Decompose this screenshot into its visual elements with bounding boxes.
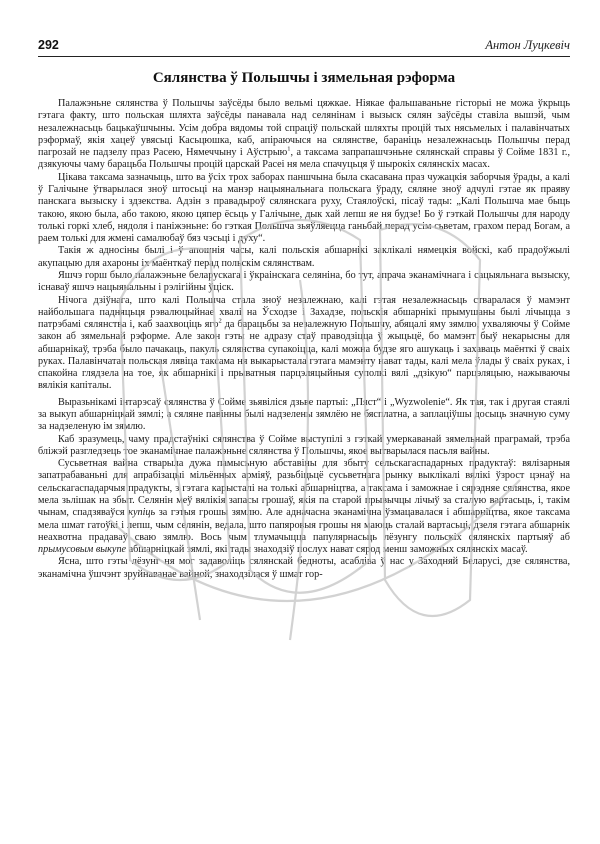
paragraph-9: Ясна, што гэты лёзунг ня мог задаволіць сялянскай бедноты, асабліва ў нас у Заходняй Беларусі, дзе сялянства, эканамічна ўшчэнт зруйнаванае вайной, знаходзілася ў шмат гор- <box>38 556 570 580</box>
paragraph-4: Яшчэ горш было палажэньне беларускага і ўкраінскага селяніна, бо тут, апрача эканамічнага і сацыяльнага вызыску, існаваў яшчэ нацыянальны і рэлігійны ўціск. <box>38 269 570 294</box>
paragraph-2: Цікава таксама зазначыць, што ва ўсіх трох заборах паншчына была скасавана праз чужацкія заборчыя ўрады, а калі ў Галічыне ўтварылася зноў штосьці на манэр нацыянальнага польскага ўраду, сяляне зноў адчулі гэтае як праяву панскага вызыску і здзекства. Адзін з правадыроў сялянскага руху, Стаялоўскі, пісаў тады: „Калі Польшча мае быць такою, якою была, або такою, якою цяпер ёсьць у Галічыне, дык хай лепш яе ня будзе! Бо ў гэткай Польшчы для народу толькі горкі хлеб, нядоля і паніжэньне: бо гэткая Польшча зьяўляецца ганьбай перад усім сьветам, грахом перад Богам, а раем толькі для жмені самалюбаў бяз чэсьці і духу“. <box>38 171 570 245</box>
emphasis-kupits: купіць <box>128 507 156 519</box>
footnote-marker[interactable]: 2 <box>218 317 222 325</box>
paragraph-3: Такія ж адносіны былі і ў апошнія часы, калі польскія абшарнікі заклікалі нямецкія войскі, каб прадоўжылі акупацыю для ахароны іх маёнткаў перад польскім сялянствам. <box>38 245 570 269</box>
page-number: 292 <box>38 38 59 52</box>
article-body <box>38 98 570 581</box>
emphasis-buyout: прымусовым выкупе <box>38 544 127 556</box>
paragraph-7: Каб зразумець, чаму прадстаўнікі сялянства ў Сойме выступілі з гэткай умеркаванай зямельнай праграмай, трэба бліжэй разгледзець тое эканамічнае палажэньне сялянства ў Польшчы, якое вытварылася пасьля вайны. <box>38 433 570 457</box>
footnote-marker[interactable]: 1 <box>287 145 291 153</box>
page-header <box>38 38 570 57</box>
paragraph-1: Палажэньне сялянства ў Польшчы заўсёды было вельмі цяжкае. Ніякае фальшаваньне гісторыі не можа ўкрыць гэтага факту, што польская шляхта заўсёды панавала над селянінам і вызыск сялян заўсёды ставіла вышэй, чым незалежнасьць бацькаўшчыны. Усім добра вядомы той спраціў польскай шляхты процій тых нясьмелых і палавінчатых рэформаў, якія хацеў увясьці Касьцюшка, каб, апіраючыся на сялянстве, бараніць незалежнасьць Польшчы перад пагрозай не падзелу праз Расею, Нямеччыну і Аўстрыю$^1$, а таксама запрапашчэньне сялянскай справы ў Сойме 1831 г., дзякуючы чаму барацьба Польшчы процій царскай Расеі ня мела спачуцьця ў шырокіх сялянскіх масах. <box>38 98 570 171</box>
paragraph-8: Сусьветная вайна стварыла дужа памысьную абставіны для збыту сельскагаспадарных прадуктаў: вялізарныя запатрабаваньні для апрабізацыі мільённых арміяў, разьбіцьцё сусьветнага рынку выклікалі вялікі ўзрост цэнаў на сельскагаспадарчыя прадукты, з гэтага карысталі на толькі абшарніцтва, а таксама і заможнае і сярэдняе сялянства, якое мела зьлішак на збыт. Селянін меў вялікія запасы грошаў, якія па старой прывычцы лічыў за сталую вартасьць, і, такім чынам, спадзяваўся купіць за гэтыя грошы зямлю. Але адначасна эканамічна ўзмацавалася і абшарніцтва, якое таксама мела шмат гатоўкі і лепш, чым селянін, ведала, што папяровыя грошы ня маюць сталай вартасьці, дзеля гэтага абшарнік неахвотна прадаваў сваю зямлю. Вось чым тлумачыцца папулярнасьць лёзунгу польскіх сялянскіх партыяў аб прымусовым выкупе абшарніцкай зямлі, які тады знаходзіў послух нават сярод менш заможных сялянскіх масаў. <box>38 458 571 556</box>
paragraph-5: Нічога дзіўнага, што калі Польшча стала зноў незалежнаю, калі гэтая незалежнасьць ствaралася ў мамэнт найбольшага падняцьця рэвалюцыйнае хвалі на Ўсходзе і Захадзе, польскія абшарнікі прымушаны былі лічыцца з патрэбамі сялянства і, каб заахвоціць яго$^2$ да барацьбы за незалежную Польшчу, абяцалі яму зямлю, ухваляючы ў Сойме закон аб зямельнай рэформе. Але закон гэты не адразу стаў праводзіцца ў жыцьцё, бо мамэнт быў некарысны для абшарнікаў, трэба было пачакаць, пакуль сялянства супакоіцца, калі можна будзе яго ашукаць і захаваць маёнткі ў сваіх руках. Палавінчатая польская лявіца таксама ня выкарыстала гэтага мамэнту нават тады, калі мела ўлады ў сваіх руках, і спакойна глядзела на тое, як абшарнікі і прыватныя парцэляцыйныя суполкі вялі „дзікую“ парцэляцыю, нажываючы вялікія капіталы. <box>38 294 570 392</box>
running-head: Антон Луцкевіч <box>485 38 570 52</box>
paragraph-6: Выразьнікамі інтарэсаў сялянства ў Сойме зьявіліся дзьве партыі: „Пяст“ і „Wyzwolenie“. Як тая, так і другая стаялі за выкуп абшарніцкай зямлі; а сяляне павінны былі надзелены зямлёю не бясплатна, а заплаціўшы досыць значную суму за надзеленую ім зямлю. <box>38 396 570 433</box>
article-title: Сялянства ў Польшчы і зямельная рэформа <box>152 70 456 86</box>
